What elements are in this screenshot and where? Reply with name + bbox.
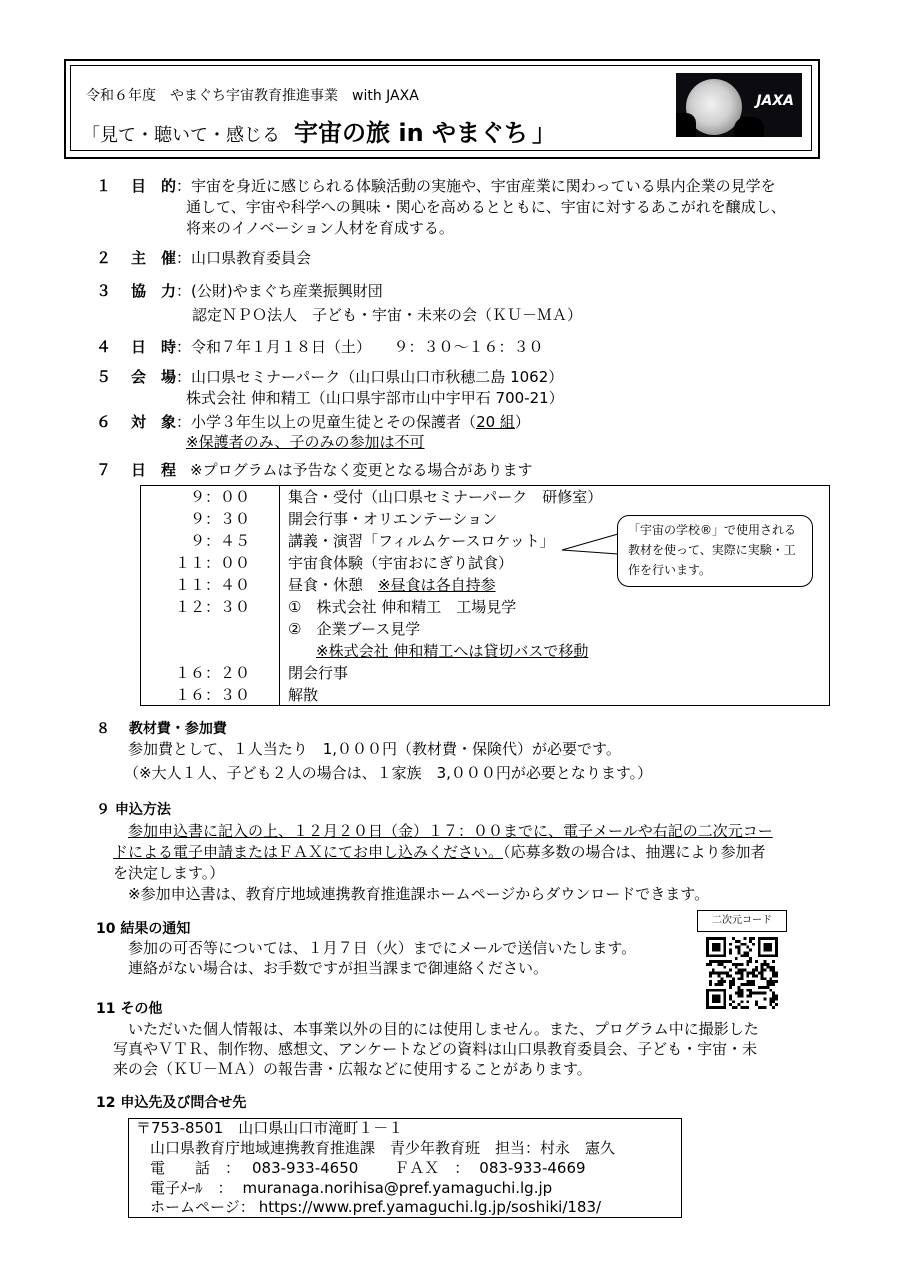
schedule-activity: 集合・受付（山口県セミナーパーク 研修室） [288,488,603,506]
section-9-heading: ９ 申込方法 [96,802,171,818]
target-note: ※保護者のみ、子のみの参加は不可 [186,433,425,451]
schedule-time: １６：３０ [174,686,250,704]
title-close: 」 [532,119,557,147]
organizer: 山口県教育委員会 [191,249,312,267]
cooperator-1: (公財)やまぐち産業振興財団 [191,282,383,300]
section-4: ４ 日 時：令和７年１月１８日（土） ９：３０～１６：３０ [96,338,544,356]
section-5: ５ 会 場：山口県セミナーパーク（山口県山口市秋穂二島 1062） [96,368,564,386]
other-line-1: いただいた個人情報は、本事業以外の目的には使用しません。また、プログラム中に撮影した [128,1020,759,1038]
contact-postal: 〒753-8501 山口県山口市滝町１－１ [136,1119,404,1137]
fax-number: 083-933-4669 [479,1159,586,1177]
callout-bubble [617,515,813,587]
schedule-divider [279,485,280,706]
header-title [82,113,556,148]
title-prefix: 「見て・聴いて・感じる [82,125,280,146]
contact-hp-row: ホームページ： https://www.pref.yamaguchi.lg.jp/soshiki/183/ [150,1198,602,1216]
schedule-activity: ※株式会社 伸和精工へは貸切バスで移動 [316,642,589,660]
tel-number: 083-933-4650 [252,1159,359,1177]
fee-line-1: 参加費として、１人当たり 1,０００円（教材費・保険代）が必要です。 [128,740,621,758]
bubble-line-1: 「宇宙の学校®」で使用される [628,523,797,537]
jaxa-logo-text: JAXA [756,93,794,109]
schedule-time: ９：３０ [189,510,250,528]
title-main: 宇宙の旅 in やまぐち [294,119,529,147]
schedule-time: ９：００ [189,488,250,506]
apply-line-4: ※参加申込書は、教育庁地域連携教育推進課ホームページからダウンロードできます。 [128,885,710,903]
fee-line-2: （※大人１人、子ども２人の場合は、１家族 3,０００円が必要となります。） [124,764,653,782]
schedule-activity: 講義・演習「フィルムケースロケット」 [288,532,555,550]
schedule-activity: 閉会行事 [288,664,349,682]
other-line-3: 来の会（ＫＵ－ＭＡ）の報告書・広報などに使用することがあります。 [113,1060,592,1078]
section-11-heading: 11 その他 [96,1001,163,1017]
jaxa-moon-logo [676,73,802,137]
contact-mail-row: 電子ﾒｰﾙ ： muranaga.norihisa@pref.yamaguchi.lg.jp [150,1179,553,1197]
purpose-line-3: 将来のイノベーション人材を育成する。 [186,219,454,237]
cooperator-2: 認定ＮＰＯ法人 子ども・宇宙・未来の会（ＫＵ－ＭＡ） [192,306,583,324]
schedule-activity: 宇宙食体験（宇宙おにぎり試食） [288,554,514,572]
qr-code-label: 二次元コード [697,910,787,932]
section-3: ３ 協 力：(公財)やまぐち産業振興財団 [96,282,383,300]
schedule-activity: 開会行事・オリエンテーション [288,510,498,528]
section-7: ７ 日 程 ※プログラムは予告なく変更となる場合があります [96,461,533,479]
header-subtitle: 令和６年度 やまぐち宇宙教育推進事業 with JAXA [86,88,419,104]
event-datetime: 令和７年１月１８日（土） ９：３０～１６：３０ [191,338,544,356]
contact-dept: 山口県教育庁地域連携教育推進課 青少年教育班 担当：村永 憲久 [150,1139,616,1157]
email-link[interactable]: muranaga.norihisa@pref.yamaguchi.lg.jp [242,1179,553,1197]
section-2: ２ 主 催：山口県教育委員会 [96,249,312,267]
purpose-line-2: 通して、宇宙や科学への興味・関心を高めるとともに、宇宙に対するあこがれを醸成し、 [186,198,786,216]
bubble-line-3: 作を行います。 [628,563,712,577]
contact-tel-row: 電 話 ： 083-933-4650 ＦＡＸ ： 083-933-4669 [150,1159,586,1177]
schedule-time: １１：４０ [174,576,250,594]
purpose-line-1: 宇宙を身近に感じられる体験活動の実施や、宇宙産業に関わっている県内企業の見学を [191,177,776,195]
venue-2: 株式会社 伸和精工（山口県宇部市山中宇甲石 700-21） [186,389,564,407]
bubble-line-2: 教材を使って、実際に実験・工 [628,543,796,557]
venue-1: 山口県セミナーパーク（山口県山口市秋穂二島 1062） [191,368,564,386]
apply-line-1: 参加申込書に記入の上、１２月２０日（金）１７：００までに、電子メールや右記の二次元コー [128,822,773,840]
schedule-time: １６：２０ [174,664,250,682]
qr-code[interactable] [706,937,778,1009]
schedule-activity: ① 株式会社 伸和精工 工場見学 [288,598,517,616]
section-12-heading: 12 申込先及び問合せ先 [96,1095,247,1111]
section-8-heading: ８ 教材費・参加費 [96,721,227,737]
result-line-1: 参加の可否等については、１月７日（火）までにメールで送信いたします。 [128,939,637,957]
schedule-time: １２：３０ [174,598,250,616]
apply-line-3: を決定します。） [113,864,225,882]
section-1: １ 目 的：宇宙を身近に感じられる体験活動の実施や、宇宙産業に関わっている県内企業の見学を [96,177,776,195]
schedule-activity: 昼食・休憩 ※昼食は各自持参 [288,576,496,594]
section-10-heading: 10 結果の通知 [96,921,191,937]
homepage-link[interactable]: https://www.pref.yamaguchi.lg.jp/soshiki/183/ [258,1198,602,1216]
group-count: 20 組 [476,413,515,431]
schedule-note: ※プログラムは予告なく変更となる場合があります [190,461,533,479]
schedule-time: ９：４５ [189,532,250,550]
apply-line-2: ドによる電子申請またはＦＡＸにてお申し込みください。（応募多数の場合は、抽選により参加者 [113,843,766,861]
schedule-activity: ② 企業ブース見学 [288,620,421,638]
other-line-2: 写真やＶＴＲ、制作物、感想文、アンケートなどの資料は山口県教育委員会、子ども・宇宙・未 [113,1040,758,1058]
schedule-time: １１：００ [174,554,250,572]
section-6: ６ 対 象：小学３年生以上の児童生徒とその保護者（20 組） [96,413,530,431]
result-line-2: 連絡がない場合は、お手数ですが担当課まで御連絡ください。 [128,959,549,977]
schedule-activity: 解散 [288,686,319,704]
